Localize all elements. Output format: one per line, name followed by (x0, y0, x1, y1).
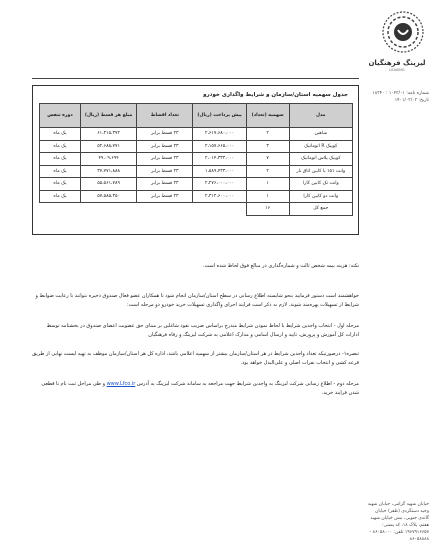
table-row (40, 140, 353, 153)
cell-model: کوییک R اتوماتیک (289, 140, 352, 153)
table-header-row (40, 104, 353, 128)
stage-two-paragraph (32, 380, 359, 398)
table-total-row (40, 203, 353, 216)
page-rule (32, 78, 359, 79)
cell-grace-period: یک ماه (40, 153, 81, 166)
brand-name: لیزینگ فرهنگیان LEASING (368, 59, 426, 72)
cell-installments: ۲۳ قسط برابر (137, 190, 193, 203)
cell-down-payment: ۲،۳۱۲،۶۰۰،۰۰۰ (193, 190, 246, 203)
header-model: مدل (289, 104, 352, 128)
cell-installments: ۲۳ قسط برابر (137, 140, 193, 153)
cell-model: شاهین (289, 128, 352, 141)
table-row (40, 165, 353, 178)
quota-table-card (32, 85, 359, 235)
header-quota: سهمیه (تعداد) (246, 104, 289, 128)
note-text: نکته: هزینه بیمه شخص ثالث و شماره‌گذاری در مبالغ فوق لحاظ شده است. (202, 263, 359, 269)
header-installments: تعداد اقساط (137, 104, 193, 128)
cell-installment-amount: ۶۱،۳۱۵،۳۷۲ (80, 128, 136, 141)
cell-grace-period: یک ماه (40, 165, 81, 178)
letter-meta: شماره نامه: ۱۰۲۳/۰۱ : ۱۸۳۴۰ تاریخ: ۱۴۰۱/۰۳/۰۳ (372, 91, 429, 104)
header-installment-amount: مبلغ هر قسط (ریال) (80, 104, 136, 128)
cell-grace-period: یک ماه (40, 178, 81, 191)
stage-two-text-b: و طی مراحل ثبت نام تا قطعی شدن فرایند خرید. (41, 381, 359, 396)
company-logo-icon (381, 10, 425, 54)
cell-model: وانت ۱۵۱ با کابین اتاق بار (289, 165, 352, 178)
cell-model: وانت دو کابین کارا (289, 190, 352, 203)
cell-installment-amount: ۳۷،۷۷۱،۸۸۸ (80, 165, 136, 178)
cell-quota: ۷ (246, 153, 289, 166)
cell-down-payment: ۲،۱۵۷،۶۶۵،۰۰۰ (193, 140, 246, 153)
request-paragraph: خواهشمند است دستور فرمایید بنحو شایسته اطلاع رسانی در سطح استان/سازمان انجام شود تا همکاران عضو فعال صندوق ذخیره بتوانند با رعایت ضوابط و شرایط از تسهیلات بهره‌مند شوند. لازم به ذکر است فرایند اجرای واگذاری تسهیلات خرید خودرو دو مرحله است: (35, 293, 359, 308)
cell-installments: ۲۳ قسط برابر (137, 165, 193, 178)
cell-model: وانت تک کابین کارا (289, 178, 352, 191)
cell-grace-period: یک ماه (40, 190, 81, 203)
stage-one-paragraph: مرحله اول - انتخاب واجدین شرایط با لحاظ نمودن شرایط مندرج براساس ضریب نفوذ شاغلین بر مبنای حق عضویت اعضای صندوق در بخشنامه توسط ادارات کل آموزش و پرورش، تایید و ارسال اسامی و مدارک اعلامی به شرکت لیزینگ و رفاه فرهنگیان (46, 323, 359, 338)
cell-quota: ۱ (246, 178, 289, 191)
cell-installment-amount: ۵۷،۵۸۵،۳۵۰ (80, 190, 136, 203)
website-link[interactable]: www.Lfco.ir (106, 381, 136, 387)
cell-down-payment: ۱،۵۸۹،۴۳۳،۰۰۰ (193, 165, 246, 178)
cell-installment-amount: ۵۵،۵۶۱،۷۸۹ (80, 178, 136, 191)
table-row (40, 178, 353, 191)
table-title: جدول سهمیه استان/سازمان و شرایط واگذاری خودرو (203, 92, 348, 98)
cell-down-payment: ۲،۲۷۶،۰۰۰،۰۰۰ (193, 178, 246, 191)
cell-quota: ۲ (246, 128, 289, 141)
total-label: جمع کل (289, 203, 352, 216)
cell-grace-period: یک ماه (40, 128, 81, 141)
header-down-payment: پیش پرداخت (ریال) (193, 104, 246, 128)
cell-model: کوییک پلاس اتوماتیک (289, 153, 352, 166)
total-value: ۱۶ (246, 203, 289, 216)
cell-down-payment: ۲،۰۱۴،۳۳۳،۰۰۰ (193, 153, 246, 166)
cell-installment-amount: ۵۲،۶۸۸،۷۷۱ (80, 140, 136, 153)
cell-installments: ۲۳ قسط برابر (137, 178, 193, 191)
cell-quota: ۳ (246, 140, 289, 153)
table-row (40, 190, 353, 203)
company-address: خیابان شهید گرامی، خیابان شهید وحید دستگردی (ظفر) خیابان گاندی جنوبی، نبش خیابان شهید هفتم، پلاک ۱۸، کد پستی: ۱۹۶۷۹۱۶۶۵۷ تلفن: ۸۶۰۵۸۰۰۰ - ۸۶۰۵۸۸۸۸ (367, 502, 429, 543)
cell-quota: ۲ (246, 165, 289, 178)
header-grace-period: دوره تنفس (40, 104, 81, 128)
cell-grace-period: یک ماه (40, 140, 81, 153)
cell-installments: ۲۳ قسط برابر (137, 153, 193, 166)
table-row (40, 128, 353, 141)
note-one-paragraph: تبصره۱- درصورتیکه تعداد واجدین شرایط در هر استان/سازمان بیشتر از سهمیه اعلامی باشد، اداره کل هر استان/سازمان موظف به تهیه لیست نهایی از طریق قرعه کشی و انتخاب نفرات اصلی و علی‌البدل خواهد بود. (32, 351, 359, 366)
table-row (40, 153, 353, 166)
cell-installments: ۲۳ قسط برابر (137, 128, 193, 141)
quota-table (39, 103, 353, 216)
stage-two-text-a: مرحله دوم - اطلاع رسانی شرکت لیزینگ به واجدین شرایط جهت مراجعه به سامانه شرکت لیزینگ به آدرس (136, 381, 359, 387)
letterhead-sidebar (367, 0, 435, 552)
cell-quota: ۱ (246, 190, 289, 203)
cell-installment-amount: ۴۹،۰۹،۶۹۴ (80, 153, 136, 166)
cell-down-payment: ۲،۶۱۷،۶۸۰،۰۰۰ (193, 128, 246, 141)
